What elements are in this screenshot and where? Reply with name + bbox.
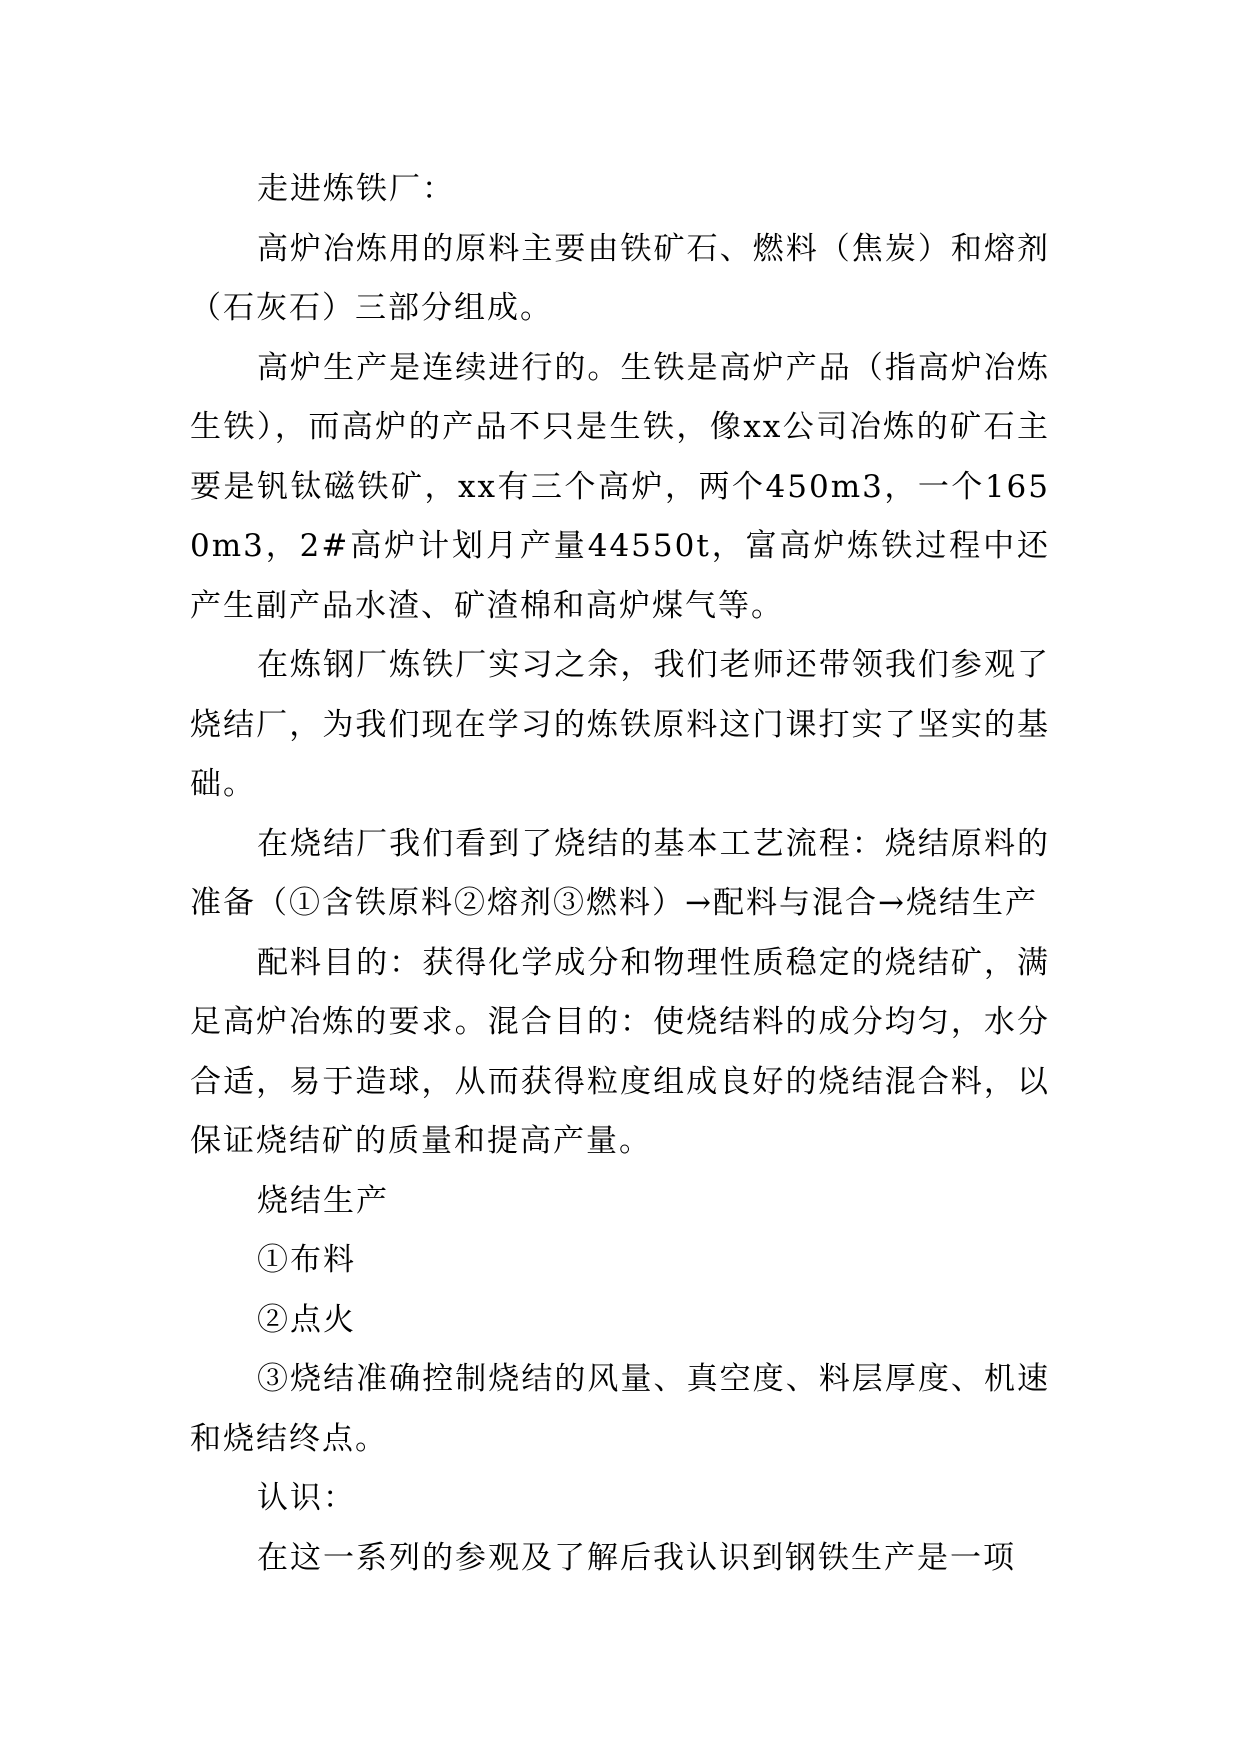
document-body <box>190 160 1050 1588</box>
paragraph-batching-mixing-purpose: 配料目的：获得化学成分和物理性质稳定的烧结矿，满足高炉冶炼的要求。混合目的：使烧结料的成分均匀，水分合适，易于造球，从而获得粒度组成良好的烧结混合料，以保证烧结矿的质量和提高产量。 <box>190 944 1050 1159</box>
paragraph-understanding: 在这一系列的参观及了解后我认识到钢铁生产是一项 <box>257 1539 1016 1576</box>
paragraph-blast-furnace-production: 高炉生产是连续进行的。生铁是高炉产品（指高炉冶炼生铁），而高炉的产品不只是生铁，像xx公司冶炼的矿石主要是钒钛磁铁矿，xx有三个高炉，两个450m3，一个1650m3，2#高炉计划月产量44550t，富高炉炼铁过程中还产生副产品水渣、矿渣棉和高炉煤气等。 <box>190 349 1050 624</box>
paragraph-sinter-production-heading: 烧结生产 <box>257 1182 389 1219</box>
section-heading-visit-ironworks: 走进炼铁厂： <box>257 171 455 207</box>
paragraph-sinter-process-flow: 在烧结厂我们看到了烧结的基本工艺流程：烧结原料的准备（①含铁原料②熔剂③燃料）→配料与混合→烧结生产 <box>190 825 1050 921</box>
section-heading-understanding: 认识： <box>257 1480 356 1516</box>
paragraph-sinter-plant-visit: 在炼钢厂炼铁厂实习之余，我们老师还带领我们参观了烧结厂，为我们现在学习的炼铁原料这门课打实了坚实的基础。 <box>190 647 1050 802</box>
paragraph-raw-materials: 高炉冶炼用的原料主要由铁矿石、燃料（焦炭）和熔剂（石灰石）三部分组成。 <box>190 230 1050 326</box>
list-item-ignition: ②点火 <box>257 1301 356 1338</box>
list-item-sintering-control: ③烧结准确控制烧结的风量、真空度、料层厚度、机速和烧结终点。 <box>190 1361 1050 1457</box>
list-item-distribution: ①布料 <box>257 1242 356 1278</box>
